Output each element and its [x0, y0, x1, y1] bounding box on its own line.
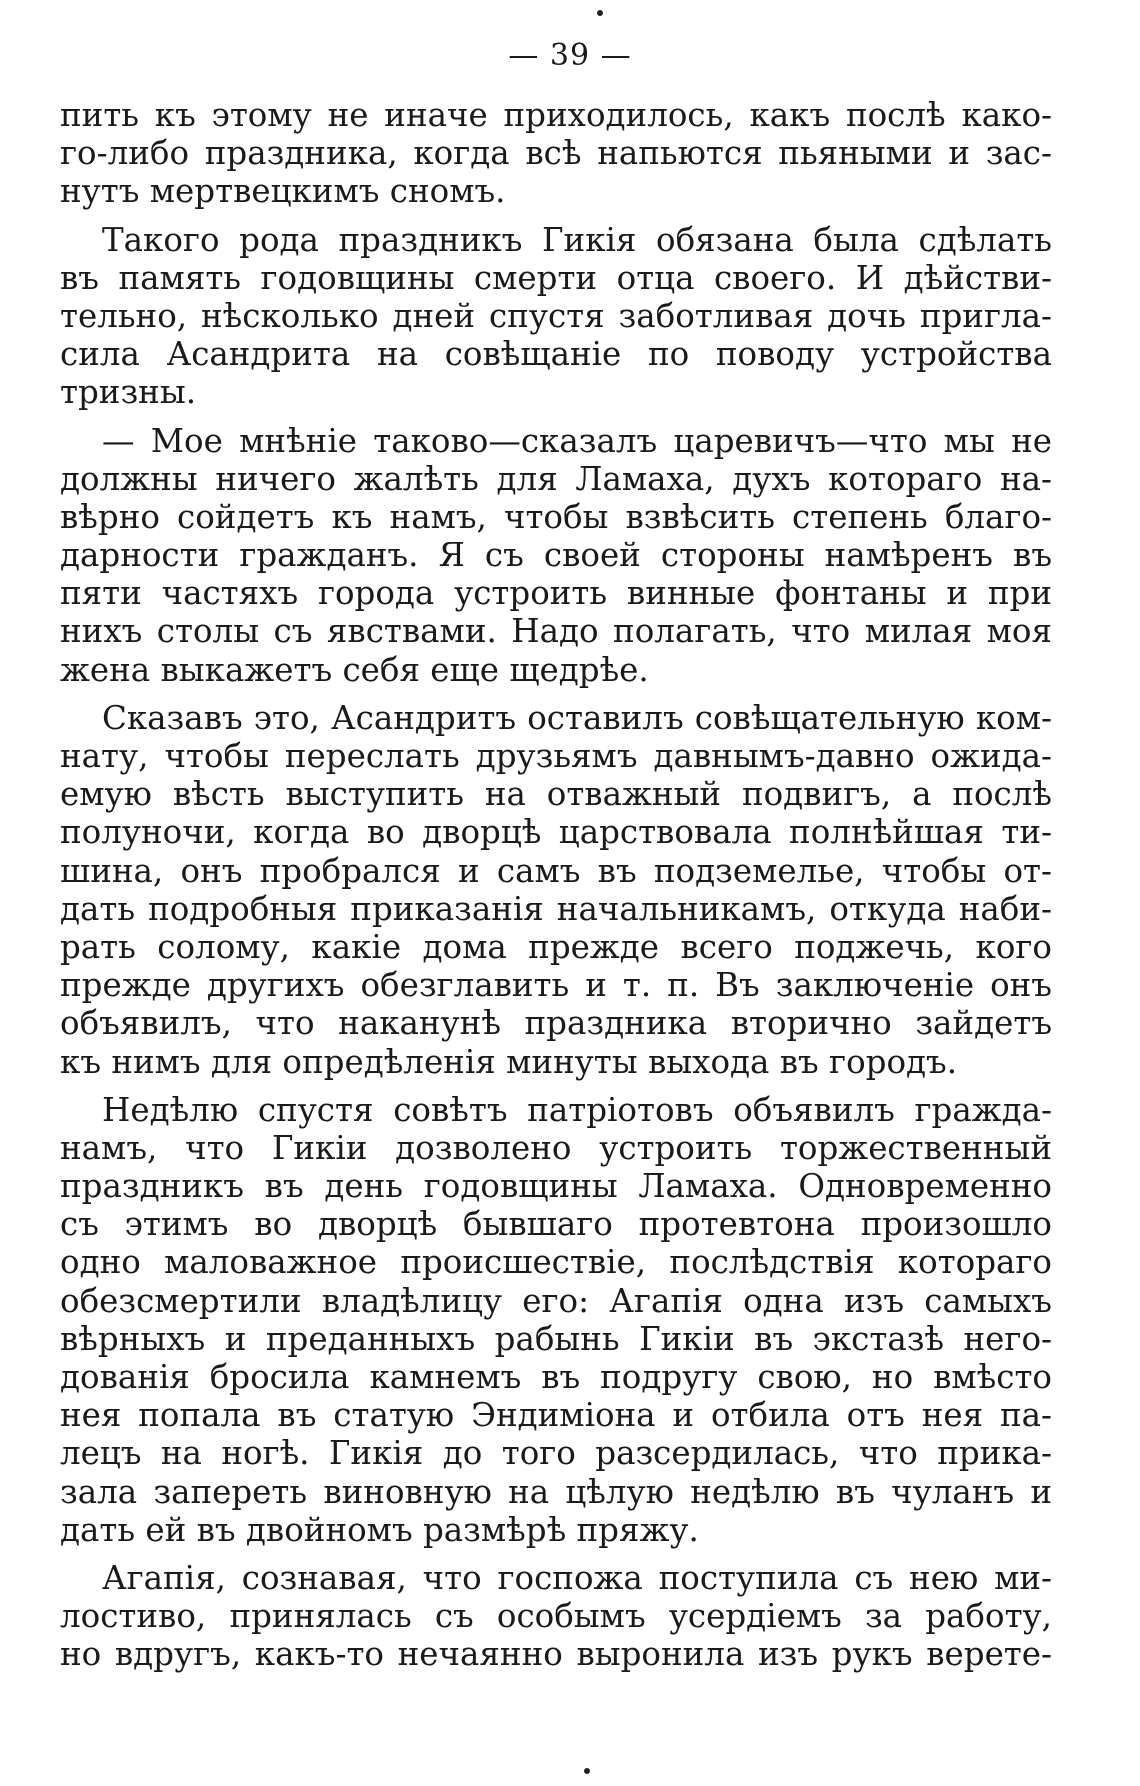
- ink-dot-bottom: [584, 1768, 590, 1774]
- text-line: сила Асандрита на совѣщаніе по поводу устройства: [60, 335, 1052, 374]
- text-line: Недѣлю спустя совѣтъ патріотовъ объявилъ гражда-: [102, 1090, 1052, 1129]
- paragraph-1: [60, 96, 1052, 211]
- paragraph-6: [60, 1559, 1052, 1674]
- text-line: нихъ столы съ явствами. Надо полагать, что милая моя: [60, 612, 1052, 651]
- text-line: одно маловажное происшествіе, послѣдствія котораго: [60, 1243, 1052, 1282]
- text-line: дованія бросила камнемъ въ подругу свою, но вмѣсто: [60, 1358, 1052, 1396]
- paragraph-5: [60, 1091, 1052, 1549]
- text-line: Сказавъ это, Асандритъ оставилъ совѣщательную ком-: [102, 698, 1052, 737]
- text-line: прежде другихъ обезглавить и т. п. Въ заключеніе онъ: [60, 966, 1052, 1005]
- ink-dot-top: [597, 10, 603, 16]
- text-line: пяти частяхъ города устроить винные фонтаны и при: [60, 574, 1052, 613]
- text-line: лецъ на ногѣ. Гикія до того разсердилась, что прика-: [60, 1434, 1052, 1473]
- text-line: нату, чтобы переслать друзьямъ давнымъ-давно ожида-: [60, 737, 1052, 775]
- text-line: вѣрныхъ и преданныхъ рабынь Гикіи въ экстазѣ него-: [60, 1319, 1052, 1358]
- text-line: должны ничего жалѣть для Ламаха, духъ котораго на-: [60, 459, 1052, 498]
- text-line: нея попала въ статую Эндиміона и отбила отъ нея па-: [60, 1396, 1052, 1435]
- text-line: въ память годовщины смерти отца своего. И дѣйстви-: [60, 258, 1052, 297]
- text-line: дарности гражданъ. Я съ своей стороны намѣренъ въ: [60, 536, 1052, 575]
- text-line: но вдругъ, какъ-то нечаянно выронила изъ рукъ верете-: [60, 1635, 1052, 1674]
- text-line: вѣрно сойдетъ къ намъ, чтобы взвѣсить степень благо-: [60, 497, 1052, 536]
- text-line: дать подробныя приказанія начальникамъ, откуда наби-: [60, 889, 1052, 928]
- text-line: къ нимъ для опредѣленія минуты выхода въ городъ.: [60, 1042, 958, 1081]
- text-line: шина, онъ пробрался и самъ въ подземелье, чтобы от-: [60, 851, 1052, 890]
- text-line: лостиво, принялась съ особымъ усердіемъ за работу,: [60, 1597, 1052, 1636]
- text-line: зала запереть виновную на цѣлую недѣлю въ чуланъ и: [60, 1472, 1052, 1511]
- paragraph-2: [60, 221, 1052, 412]
- paragraph-4: [60, 699, 1052, 1081]
- text-line: Такого рода праздникъ Гикія обязана была сдѣлать: [102, 220, 1052, 259]
- text-line: — Мое мнѣніе таково—сказалъ царевичъ—что мы не: [102, 421, 1052, 460]
- text-line: рать солому, какіе дома прежде всего поджечь, кого: [60, 927, 1052, 966]
- text-line: обезсмертили владѣлицу его: Агапія одна изъ самыхъ: [60, 1281, 1052, 1320]
- text-line: нутъ мертвецкимъ сномъ.: [60, 172, 506, 211]
- text-line: дать ей въ двойномъ размѣрѣ пряжу.: [60, 1510, 699, 1549]
- text-line: пить къ этому не иначе приходилось, какъ послѣ како-: [60, 96, 1052, 134]
- text-line: жена выкажетъ себя еще щедрѣе.: [60, 650, 649, 689]
- text-line: полуночи, когда во дворцѣ царствовала полнѣйшая ти-: [60, 813, 1052, 852]
- page-number: — 39 —: [508, 38, 632, 73]
- body-text: [60, 96, 1052, 1684]
- text-line: съ этимъ во дворцѣ бывшаго протевтона произошло: [60, 1205, 1052, 1244]
- paragraph-3: [60, 422, 1052, 689]
- text-line: емую вѣсть выступить на отважный подвигъ, а послѣ: [60, 775, 1052, 814]
- text-line: го-либо праздника, когда всѣ напьются пьяными и зас-: [60, 134, 1052, 173]
- text-line: праздникъ въ день годовщины Ламаха. Одновременно: [60, 1167, 1052, 1206]
- text-line: намъ, что Гикіи дозволено устроить торжественный: [60, 1128, 1052, 1167]
- text-line: тризны.: [60, 373, 197, 412]
- text-line: Агапія, сознавая, что госпожа поступила съ нею ми-: [102, 1558, 1052, 1597]
- text-line: тельно, нѣсколько дней спустя заботливая дочь пригла-: [60, 296, 1052, 335]
- text-line: объявилъ, что наканунѣ праздника вторично зайдетъ: [60, 1004, 1052, 1043]
